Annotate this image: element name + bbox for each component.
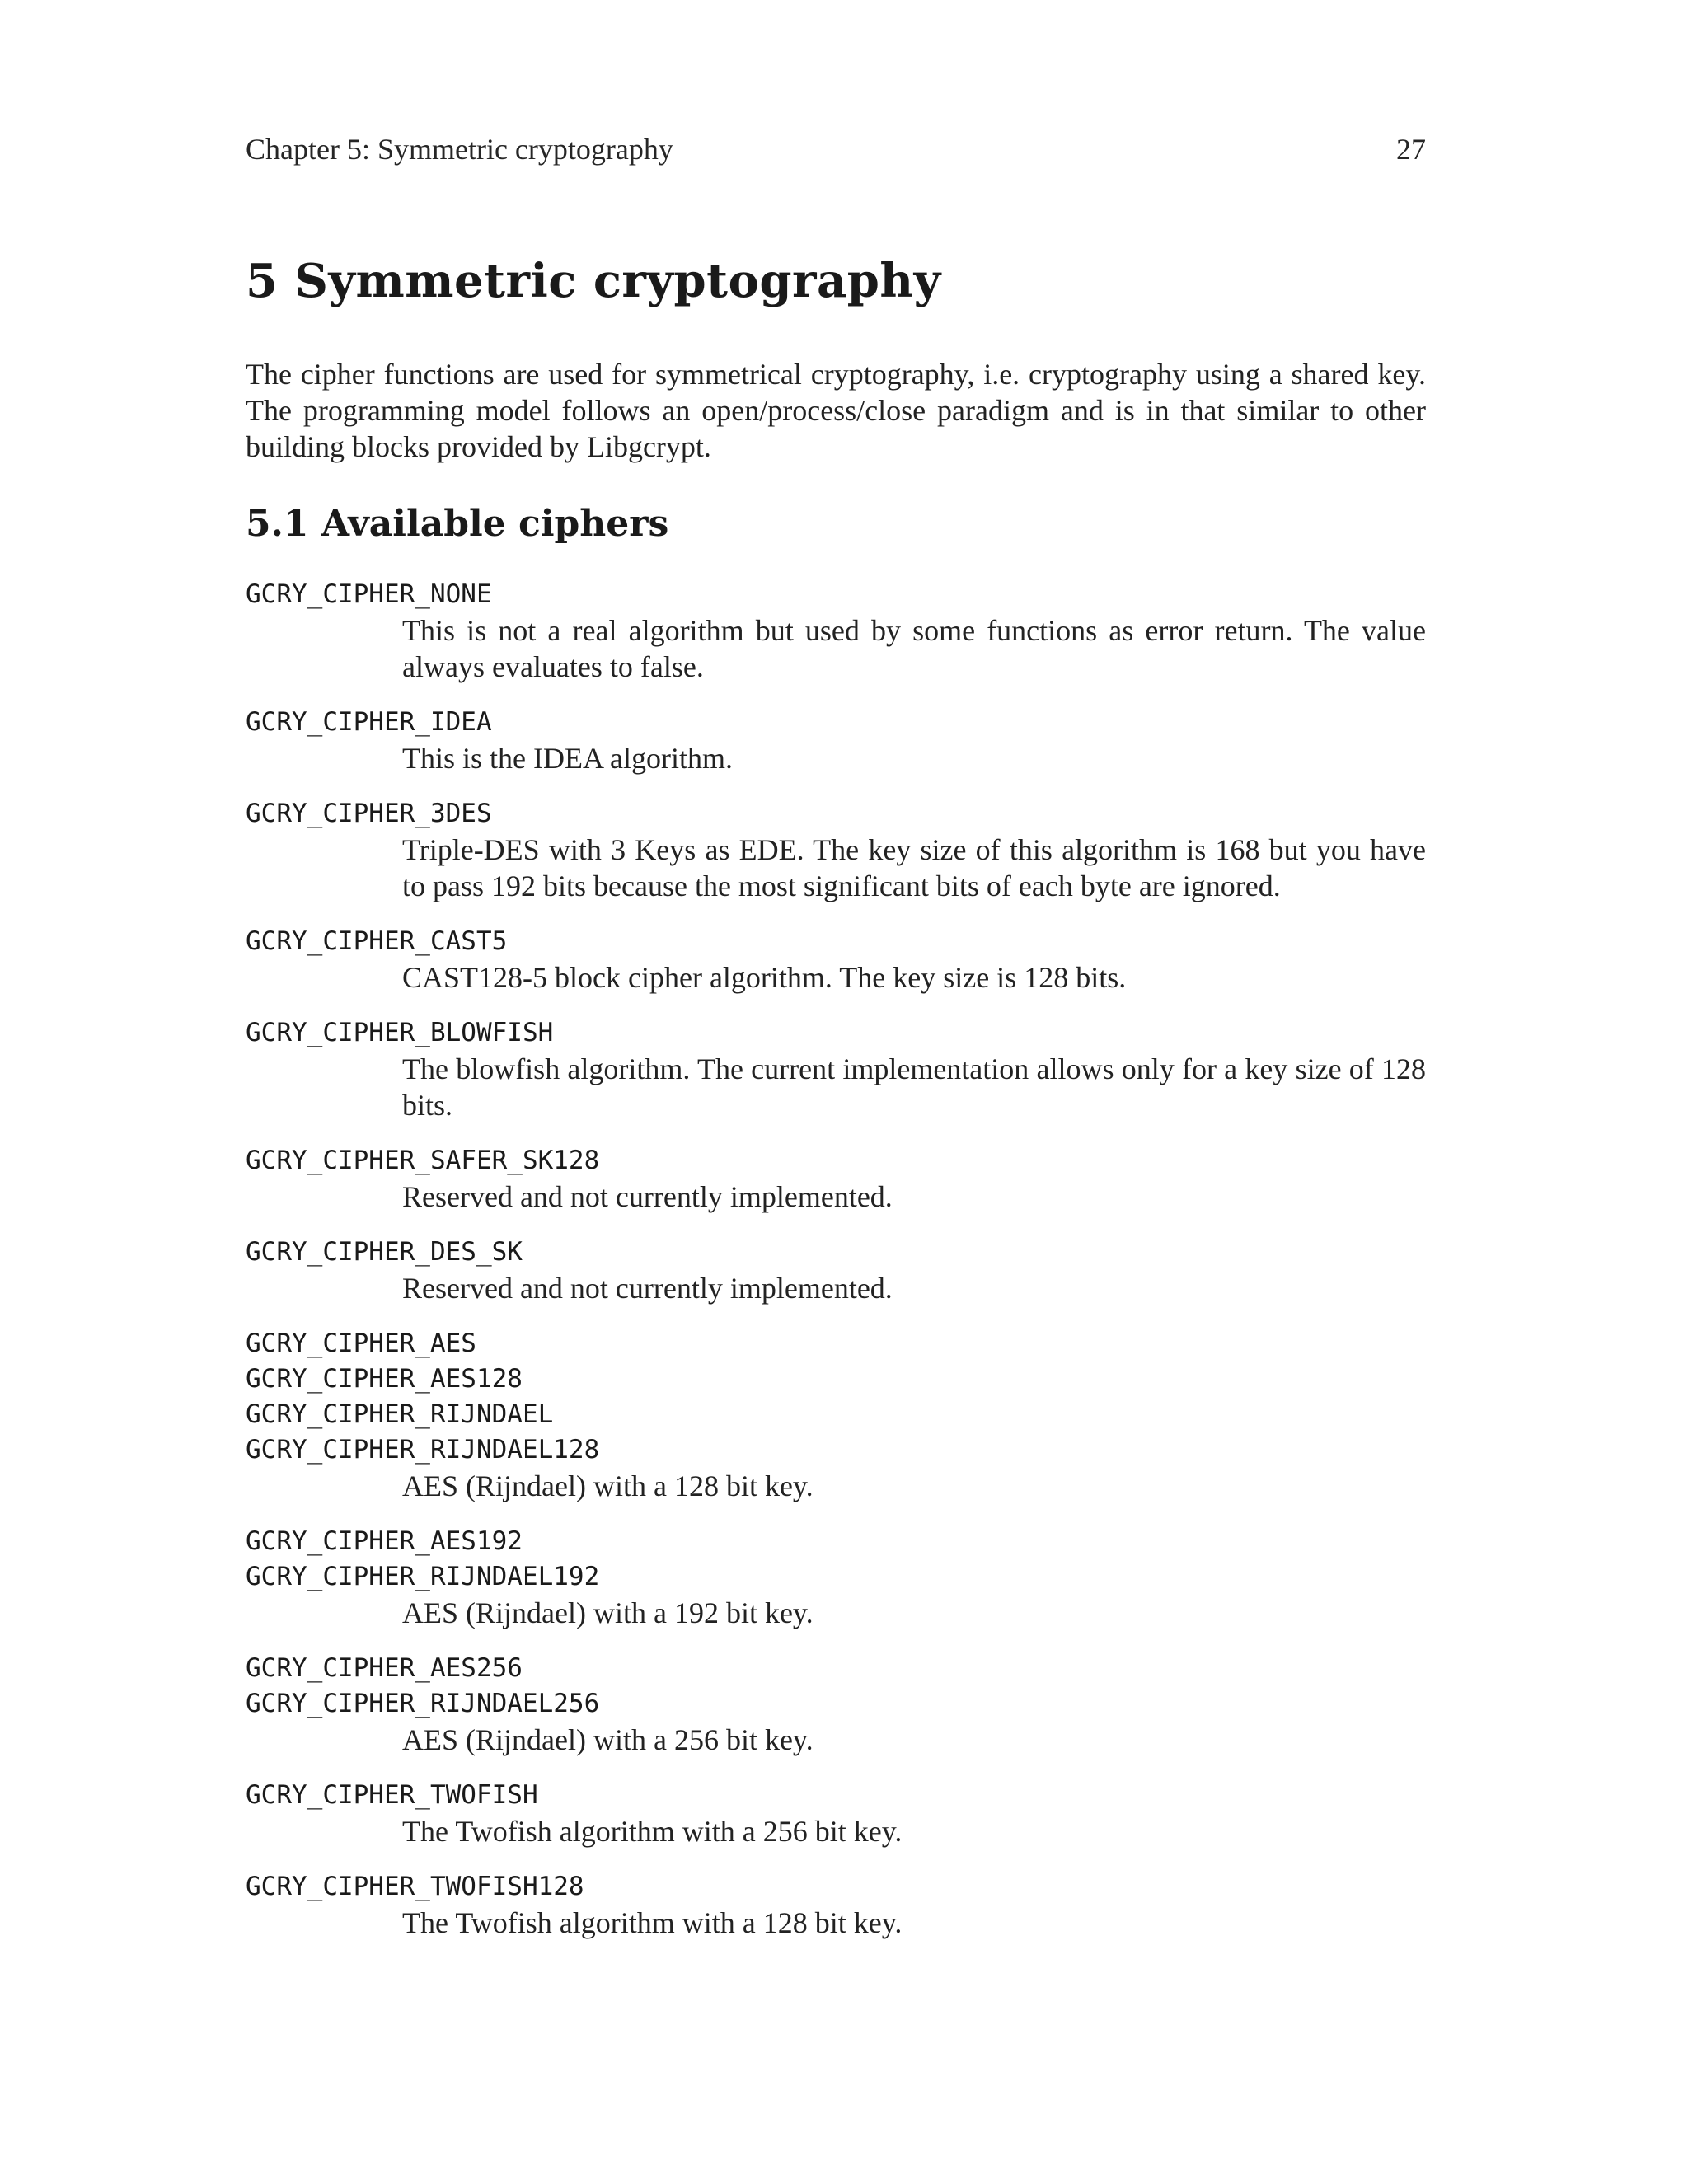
- cipher-constant: GCRY_CIPHER_AES128: [246, 1364, 523, 1394]
- cipher-constant: GCRY_CIPHER_AES192: [246, 1526, 523, 1556]
- cipher-constant: GCRY_CIPHER_RIJNDAEL: [246, 1399, 554, 1429]
- cipher-constant: GCRY_CIPHER_RIJNDAEL128: [246, 1435, 600, 1465]
- cipher-entry: [246, 705, 1426, 776]
- cipher-entry: [246, 1235, 1426, 1306]
- cipher-description: Reserved and not currently implemented.: [402, 1272, 893, 1305]
- cipher-constant: GCRY_CIPHER_TWOFISH: [246, 1780, 538, 1810]
- cipher-entry: [246, 1143, 1426, 1215]
- cipher-description: Triple-DES with 3 Keys as EDE. The key size of this algorithm is 168 but you have to pass 192 bits because the most significant bits of each byte are ignored.: [402, 833, 1426, 902]
- section-title: 5.1 Available ciphers: [246, 503, 669, 545]
- cipher-constant: GCRY_CIPHER_DES_SK: [246, 1237, 523, 1267]
- cipher-constant: GCRY_CIPHER_RIJNDAEL192: [246, 1562, 600, 1591]
- cipher-entry: [246, 577, 1426, 685]
- running-title: Chapter 5: Symmetric cryptography: [246, 133, 673, 166]
- cipher-description: AES (Rijndael) with a 192 bit key.: [402, 1596, 814, 1629]
- cipher-description: The Twofish algorithm with a 128 bit key.: [402, 1906, 903, 1939]
- cipher-description: The Twofish algorithm with a 256 bit key.: [402, 1815, 903, 1848]
- cipher-constant: GCRY_CIPHER_AES: [246, 1329, 476, 1358]
- cipher-description: CAST128-5 block cipher algorithm. The key size is 128 bits.: [402, 961, 1127, 994]
- cipher-entry: [246, 924, 1426, 996]
- cipher-constant: GCRY_CIPHER_SAFER_SK128: [246, 1146, 600, 1175]
- cipher-description: This is not a real algorithm but used by some functions as error return. The value always evaluates to false.: [402, 614, 1426, 683]
- cipher-definition-list: [246, 577, 1426, 1961]
- cipher-entry: [246, 1524, 1426, 1631]
- cipher-constant: GCRY_CIPHER_3DES: [246, 799, 492, 828]
- page-number: 27: [1396, 133, 1426, 166]
- cipher-constant: GCRY_CIPHER_RIJNDAEL256: [246, 1689, 600, 1718]
- cipher-constant: GCRY_CIPHER_NONE: [246, 579, 492, 609]
- cipher-description: AES (Rijndael) with a 128 bit key.: [402, 1469, 814, 1502]
- cipher-constant: GCRY_CIPHER_CAST5: [246, 926, 508, 956]
- cipher-description: AES (Rijndael) with a 256 bit key.: [402, 1723, 814, 1756]
- running-header: [246, 132, 1426, 166]
- cipher-entry: [246, 1778, 1426, 1849]
- intro-paragraph: The cipher functions are used for symmetrical cryptography, i.e. cryptography using a shared key. The programming model follows an open/process/close paradigm and is in that similar to other building blocks provided by Libgcrypt.: [246, 358, 1426, 463]
- cipher-description: The blowfish algorithm. The current implementation allows only for a key size of 128 bits.: [402, 1052, 1426, 1122]
- cipher-description: This is the IDEA algorithm.: [402, 742, 733, 775]
- cipher-entry: [246, 1326, 1426, 1504]
- cipher-constant: GCRY_CIPHER_IDEA: [246, 707, 492, 737]
- cipher-entry: [246, 1015, 1426, 1123]
- cipher-entry: [246, 1869, 1426, 1941]
- cipher-description: Reserved and not currently implemented.: [402, 1180, 893, 1213]
- cipher-constant: GCRY_CIPHER_TWOFISH128: [246, 1872, 584, 1901]
- cipher-entry: [246, 796, 1426, 904]
- cipher-constant: GCRY_CIPHER_BLOWFISH: [246, 1018, 554, 1047]
- cipher-entry: [246, 1651, 1426, 1758]
- cipher-constant: GCRY_CIPHER_AES256: [246, 1653, 523, 1683]
- chapter-title: 5 Symmetric cryptography: [246, 254, 941, 308]
